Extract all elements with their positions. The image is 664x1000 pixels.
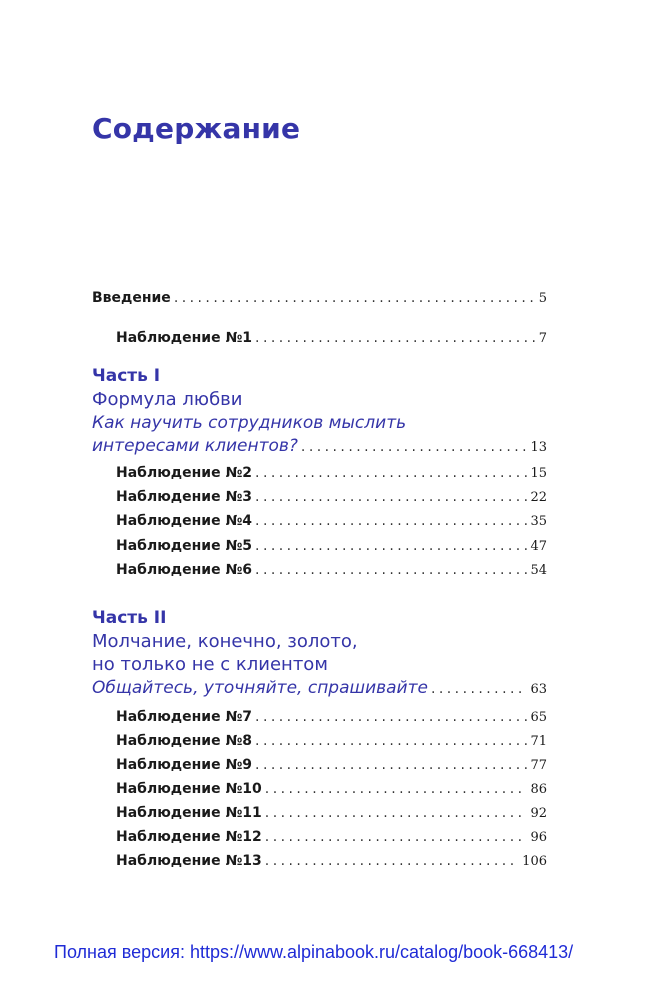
part-subtitle: Общайтесь, уточняйте, спрашивайте xyxy=(92,678,428,698)
leader-dots xyxy=(265,829,528,845)
toc-page-number: 96 xyxy=(530,830,547,845)
part-title[interactable]: Молчание, конечно, золото, xyxy=(92,631,358,652)
toc-entry-observation[interactable] xyxy=(116,829,547,845)
toc-page-number: 63 xyxy=(530,682,547,697)
toc-entry-label: Наблюдение №12 xyxy=(116,829,262,845)
toc-entry-label: Наблюдение №10 xyxy=(116,781,262,797)
part-subtitle: интересами клиентов? xyxy=(92,436,298,456)
toc-entry-observation[interactable] xyxy=(116,733,547,749)
toc-page-number: 15 xyxy=(530,466,547,481)
toc-page-number: 13 xyxy=(530,440,547,455)
part-title[interactable]: но только не с клиентом xyxy=(92,654,328,675)
toc-entry-observation[interactable] xyxy=(116,709,547,725)
toc-page-number: 47 xyxy=(530,539,547,554)
leader-dots xyxy=(301,439,528,455)
toc-entry-observation[interactable] xyxy=(116,538,547,554)
leader-dots xyxy=(255,562,527,578)
leader-dots xyxy=(265,853,519,869)
toc-page-number: 22 xyxy=(530,490,547,505)
page-title: Содержание xyxy=(92,112,301,145)
full-version-link[interactable]: Полная версия: https://www.alpinabook.ru/catalog/book-668413/ xyxy=(54,942,574,962)
leader-dots xyxy=(255,465,527,481)
toc-entry-part-subtitle[interactable] xyxy=(92,678,547,698)
toc-page-number: 86 xyxy=(530,782,547,797)
part-subtitle: Как научить сотрудников мыслить xyxy=(92,413,407,433)
leader-dots xyxy=(255,709,527,725)
toc-entry-observation[interactable] xyxy=(116,853,547,869)
leader-dots xyxy=(265,805,528,821)
toc-entry-label: Наблюдение №2 xyxy=(116,465,253,481)
leader-dots xyxy=(255,538,527,554)
toc-page-number: 54 xyxy=(530,563,547,578)
part-label: Часть I xyxy=(92,366,161,386)
toc-entry-observation[interactable] xyxy=(116,757,547,773)
toc-page-number: 5 xyxy=(538,291,547,306)
toc-entry-observation[interactable] xyxy=(116,465,547,481)
toc-entry-observation[interactable] xyxy=(116,805,547,821)
toc-page-number: 65 xyxy=(530,710,547,725)
leader-dots xyxy=(255,489,527,505)
toc-entry-observation[interactable] xyxy=(116,489,547,505)
toc-entry-intro[interactable] xyxy=(92,290,547,306)
toc-entry-observation[interactable] xyxy=(116,562,547,578)
leader-dots xyxy=(431,681,527,697)
toc-entry-label: Наблюдение №6 xyxy=(116,562,253,578)
toc-page-number: 106 xyxy=(522,854,547,869)
leader-dots xyxy=(255,513,527,529)
toc-entry-observation[interactable] xyxy=(116,513,547,529)
toc-entry-label: Введение xyxy=(92,290,171,306)
leader-dots xyxy=(255,733,527,749)
toc-page-number: 77 xyxy=(530,758,547,773)
toc-entry-part-subtitle[interactable] xyxy=(92,436,547,456)
toc-entry-label: Наблюдение №13 xyxy=(116,853,262,869)
toc-entry-label: Наблюдение №9 xyxy=(116,757,253,773)
toc-entry-observation[interactable] xyxy=(116,781,547,797)
leader-dots xyxy=(255,757,527,773)
leader-dots xyxy=(174,290,536,306)
toc-entry-label: Наблюдение №4 xyxy=(116,513,253,529)
toc-page-number: 71 xyxy=(530,734,547,749)
toc-entry-label: Наблюдение №5 xyxy=(116,538,253,554)
leader-dots xyxy=(265,781,528,797)
leader-dots xyxy=(255,330,536,346)
toc-entry-observation[interactable] xyxy=(116,330,547,346)
toc-entry-label: Наблюдение №11 xyxy=(116,805,262,821)
toc-entry-label: Наблюдение №8 xyxy=(116,733,253,749)
toc-page-number: 92 xyxy=(530,806,547,821)
part-label: Часть II xyxy=(92,608,167,628)
part-title[interactable]: Формула любви xyxy=(92,389,243,410)
toc-page-number: 35 xyxy=(530,514,547,529)
toc-page-number: 7 xyxy=(538,331,547,346)
toc-entry-label: Наблюдение №3 xyxy=(116,489,253,505)
toc-entry-label: Наблюдение №7 xyxy=(116,709,253,725)
toc-entry-label: Наблюдение №1 xyxy=(116,330,253,346)
